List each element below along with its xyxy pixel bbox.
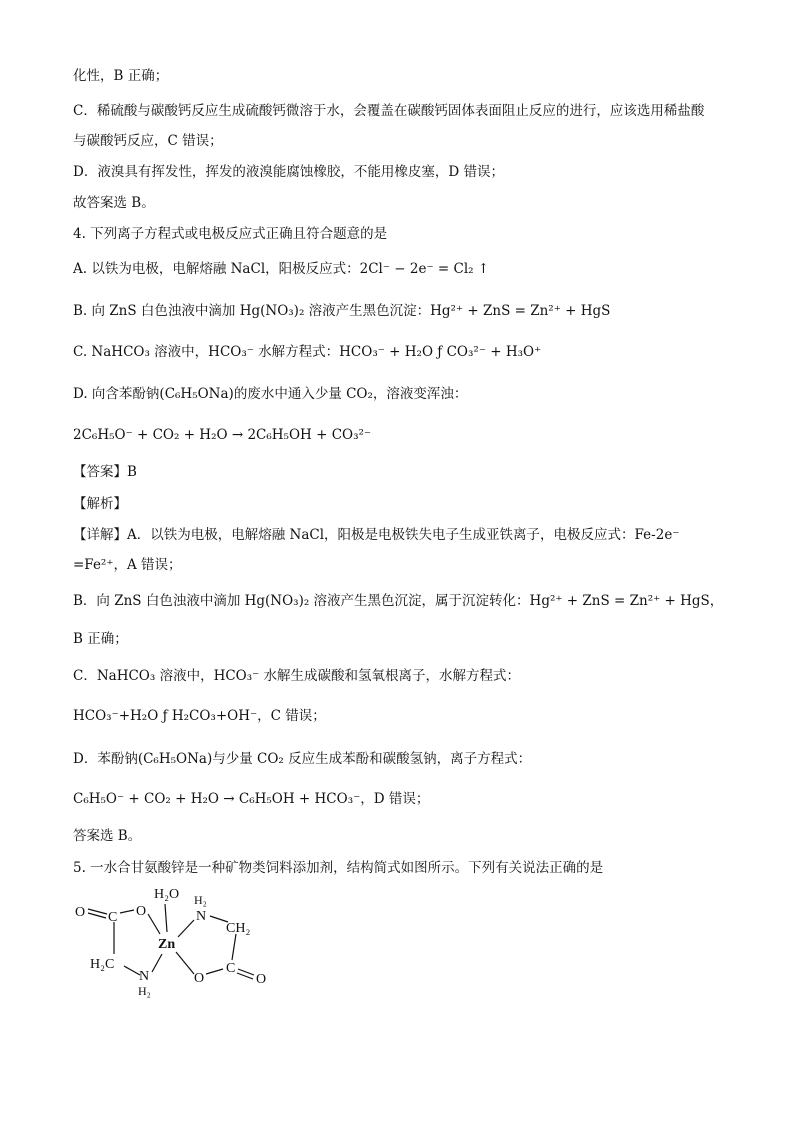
text-line-23: 5. 一水合甘氨酸锌是一种矿物类饲料添加剂，结构简式如图所示。下列有关说法正确的是 <box>73 860 604 876</box>
atom-h2o: H₂O <box>154 887 180 902</box>
zinc-glycinate-structure <box>70 882 290 1002</box>
atom-o-right: O <box>194 971 205 986</box>
text-line-7: A. 以铁为电极，电解熔融 NaCl，阳极反应式：2Cl⁻ − 2e⁻ = Cl₂ ↑ <box>73 261 490 277</box>
text-line-15: =Fe²⁺，A 错误； <box>73 557 182 573</box>
text-line-16: B．向 ZnS 白色浊液中滴加 Hg(NO₃)₂ 溶液产生黑色沉淀，属于沉淀转化：Hg²⁺ + ZnS = Zn²⁺ + HgS， <box>73 593 724 609</box>
text-line-1: 化性，B 正确； <box>73 68 169 84</box>
text-line-14: 【详解】A．以铁为电极，电解熔融 NaCl，阳极是电极铁失电子生成亚铁离子，电极反应式：Fe-2e⁻ <box>73 527 680 543</box>
atom-n-right: N <box>196 909 207 924</box>
text-line-22: 答案选 B。 <box>73 828 142 844</box>
text-line-20: D．苯酚钠(C₆H₅ONa)与少量 CO₂ 反应生成苯酚和碳酸氢钠，离子方程式： <box>73 751 532 767</box>
text-line-13: 【解析】 <box>73 496 127 512</box>
text-line-9: C. NaHCO₃ 溶液中，HCO₃⁻ 水解方程式：HCO₃⁻ + H₂O ƒ CO₃²⁻ + H₃O⁺ <box>73 344 542 360</box>
atom-n-right-h2: H₂ <box>194 893 207 907</box>
text-line-5: 故答案选 B。 <box>73 195 155 211</box>
text-line-8: B. 向 ZnS 白色浊液中滴加 Hg(NO₃)₂ 溶液产生黑色沉淀：Hg²⁺ + ZnS = Zn²⁺ + HgS <box>73 303 611 319</box>
atom-o-right-carbonyl: O <box>256 972 267 987</box>
atom-o-left: O <box>136 904 147 919</box>
text-line-12: 【答案】B <box>73 464 137 480</box>
text-line-17: B 正确； <box>73 631 128 647</box>
atom-n-left: N <box>139 969 150 984</box>
atom-ch2-right: CH₂ <box>226 921 251 936</box>
text-line-21: C₆H₅O⁻ + CO₂ + H₂O → C₆H₅OH + HCO₃⁻，D 错误； <box>73 791 430 807</box>
text-line-3: 与碳酸钙反应，C 错误； <box>73 133 223 149</box>
atom-zn: Zn <box>158 937 176 952</box>
text-line-2: C．稀硫酸与碳酸钙反应生成硫酸钙微溶于水，会覆盖在碳酸钙固体表面阻止反应的进行，应该选用稀盐酸 <box>73 103 705 119</box>
text-line-11: 2C₆H₅O⁻ + CO₂ + H₂O → 2C₆H₅OH + CO₃²⁻ <box>73 427 372 443</box>
text-line-18: C．NaHCO₃ 溶液中，HCO₃⁻ 水解生成碳酸和氢氧根离子，水解方程式： <box>73 668 521 684</box>
text-line-4: D．液溴具有挥发性，挥发的液溴能腐蚀橡胶，不能用橡皮塞，D 错误； <box>73 164 504 180</box>
atom-c-right: C <box>226 961 236 976</box>
atom-c-left: C <box>108 910 118 925</box>
text-line-19: HCO₃⁻+H₂O ƒ H₂CO₃+OH⁻，C 错误； <box>73 708 326 724</box>
text-line-6: 4. 下列离子方程式或电极反应式正确且符合题意的是 <box>73 226 388 242</box>
atom-ch2-left: H₂C <box>90 957 115 972</box>
atom-n-left-h2: H₂ <box>138 984 151 998</box>
text-line-10: D. 向含苯酚钠(C₆H₅ONa)的废水中通入少量 CO₂，溶液变浑浊： <box>73 386 468 402</box>
atom-o-left-carbonyl: O <box>75 905 86 920</box>
